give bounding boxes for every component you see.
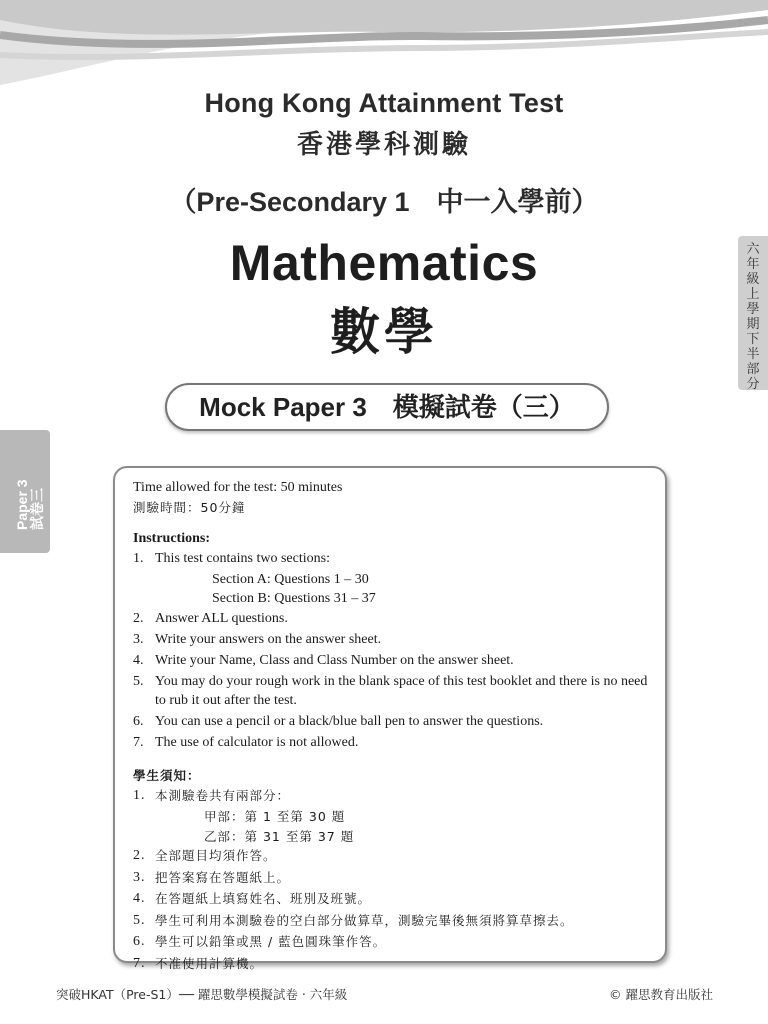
instruction-item-zh: 7. 不准使用計算機。 [133,955,264,971]
instructions-heading-en: Instructions: [133,531,211,546]
instruction-item-en: 1. This test contains two sections: [133,550,330,566]
side-tab-paper-zh: 試卷三 [30,488,46,530]
section-a-zh: 甲部：第 1 至第 30 題 [204,809,346,824]
test-title-zh: 香港學科測驗 [296,130,471,160]
instruction-item-zh: 6. 學生可以鉛筆或黑 / 藍色圓珠筆作答。 [133,934,387,949]
instruction-item-zh: 4. 在答題紙上填寫姓名、班別及班號。 [133,891,372,906]
mock-paper-label: Mock Paper 3 模擬試卷（三） [165,383,609,431]
side-tab-grade-label: 六年級上學期下半部分 [746,242,760,392]
level-subtitle: （Pre-Secondary 1 中一入學前） [169,187,599,217]
side-tab-grade [738,236,768,390]
subject-title-zh: 數學 [330,303,438,361]
instructions-heading-zh: 學生須知： [133,768,201,783]
instruction-item-en: 3. Write your answers on the answer sheet. [133,631,382,647]
instruction-item-zh: 3. 把答案寫在答題紙上。 [133,869,291,885]
footer-book-title: 突破HKAT（Pre-S1）── 躍思數學模擬試卷 ‧ 六年級 [56,987,348,1002]
side-tab-paper-text [14,479,46,530]
instruction-item-zh: 1. 本測驗卷共有兩部分： [133,787,291,803]
footer-publisher: © 躍思教育出版社 [609,987,713,1002]
instruction-item-zh: 5. 學生可利用本測驗卷的空白部分做算草，測驗完畢後無須將算草擦去。 [133,912,574,928]
section-b-en: Section B: Questions 31 – 37 [212,591,376,606]
time-allowed-en: Time allowed for the test: 50 minutes [133,480,343,495]
instructions-box [113,466,667,971]
instruction-item-en: 6. You can use a pencil or a black/blue ball pen to answer the questions. [133,714,544,729]
subject-title-en: Mathematics [229,235,539,291]
time-allowed-zh: 測驗時間：50分鐘 [133,499,246,515]
section-b-zh: 乙部：第 31 至第 37 題 [204,828,355,844]
instruction-item-en: 7. The use of calculator is not allowed. [133,735,359,750]
section-a-en: Section A: Questions 1 – 30 [212,571,369,587]
instruction-item-en: 2. Answer ALL questions. [133,610,288,626]
test-title-en: Hong Kong Attainment Test [204,88,564,118]
instruction-item-zh: 2. 全部題目均須作答。 [133,848,277,863]
side-tab-paper [0,430,50,553]
instruction-item-en: 5. You may do your rough work in the blank space of this test booklet and there is no need to rub it out after the test. [133,673,648,708]
side-tab-paper-en: Paper 3 [14,479,30,530]
instruction-item-en: 4. Write your Name, Class and Class Number on the answer sheet. [133,652,514,668]
header-swoosh-decoration [0,0,768,90]
